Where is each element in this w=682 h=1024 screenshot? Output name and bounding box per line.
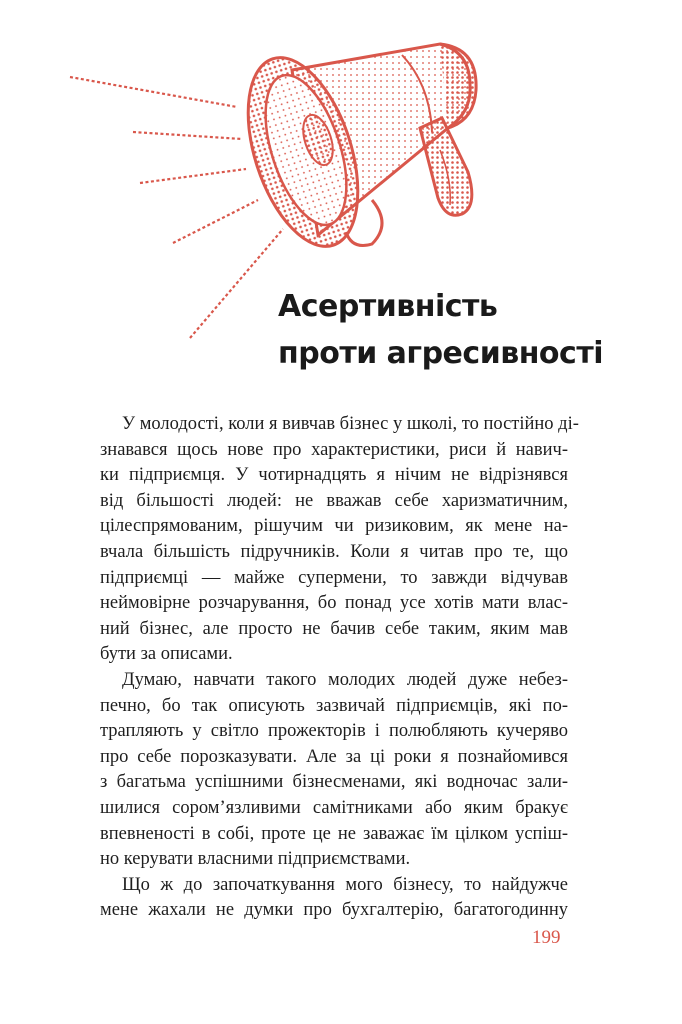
text-line: но керувати власними підприємствами. bbox=[100, 849, 411, 870]
text-line: ний бізнес, але просто не бачив себе таким, яким мав bbox=[100, 618, 568, 639]
text-line: Думаю, навчати такого молодих людей дуже небез- bbox=[122, 669, 568, 690]
chapter-title bbox=[278, 283, 603, 377]
text-line: неймовірне розчарування, бо понад усе хотів мати влас- bbox=[100, 593, 568, 614]
text-line: про себе порозказувати. Але за ці роки я познайомився bbox=[100, 746, 568, 767]
text-line: підприємці — майже супермени, то завжди відчував bbox=[100, 567, 568, 588]
body-text bbox=[100, 412, 579, 924]
page-number: 199 bbox=[532, 927, 561, 948]
text-line: вчала більшість підручників. Коли я читав про те, що bbox=[100, 541, 568, 562]
text-line: шилися сором’язливими самітниками або яким бракує bbox=[100, 797, 568, 818]
chapter-title-line-1: Асертивність bbox=[278, 289, 498, 324]
text-line: цілеспрямованим, рішучим чи ризиковим, як мене на- bbox=[100, 516, 568, 537]
text-line: трапляють у світло прожекторів і полюбляють кучеряво bbox=[100, 721, 568, 742]
text-line: знавався щось нове про характеристики, риси й навич- bbox=[100, 439, 568, 460]
paragraph-1 bbox=[100, 412, 579, 668]
paragraph-3 bbox=[100, 873, 568, 924]
text-line: з багатьма успішними бізнесменами, які водночас зали- bbox=[100, 772, 568, 793]
text-line: впевненості в собі, проте це не заважає їм цілком успіш- bbox=[100, 823, 568, 844]
megaphone-icon bbox=[227, 44, 476, 260]
text-line: мене жахали не думки про бухгалтерію, багатогодинну bbox=[100, 900, 568, 921]
text-line: Що ж до започаткування мого бізнесу, то найдужче bbox=[122, 874, 568, 895]
text-line: печно, бо так описують зазвичай підприємців, які по- bbox=[100, 695, 568, 716]
paragraph-2 bbox=[100, 668, 568, 873]
text-line: від більшості людей: не вважав себе харизматичним, bbox=[100, 490, 568, 511]
text-line: У молодості, коли я вивчав бізнес у школі, то постійно ді- bbox=[122, 414, 579, 434]
text-line: ки підприємця. У чотирнадцять я нічим не відрізнявся bbox=[100, 465, 568, 486]
text-line: бути за описами. bbox=[100, 644, 233, 665]
chapter-title-line-2: проти агресивності bbox=[278, 336, 603, 371]
